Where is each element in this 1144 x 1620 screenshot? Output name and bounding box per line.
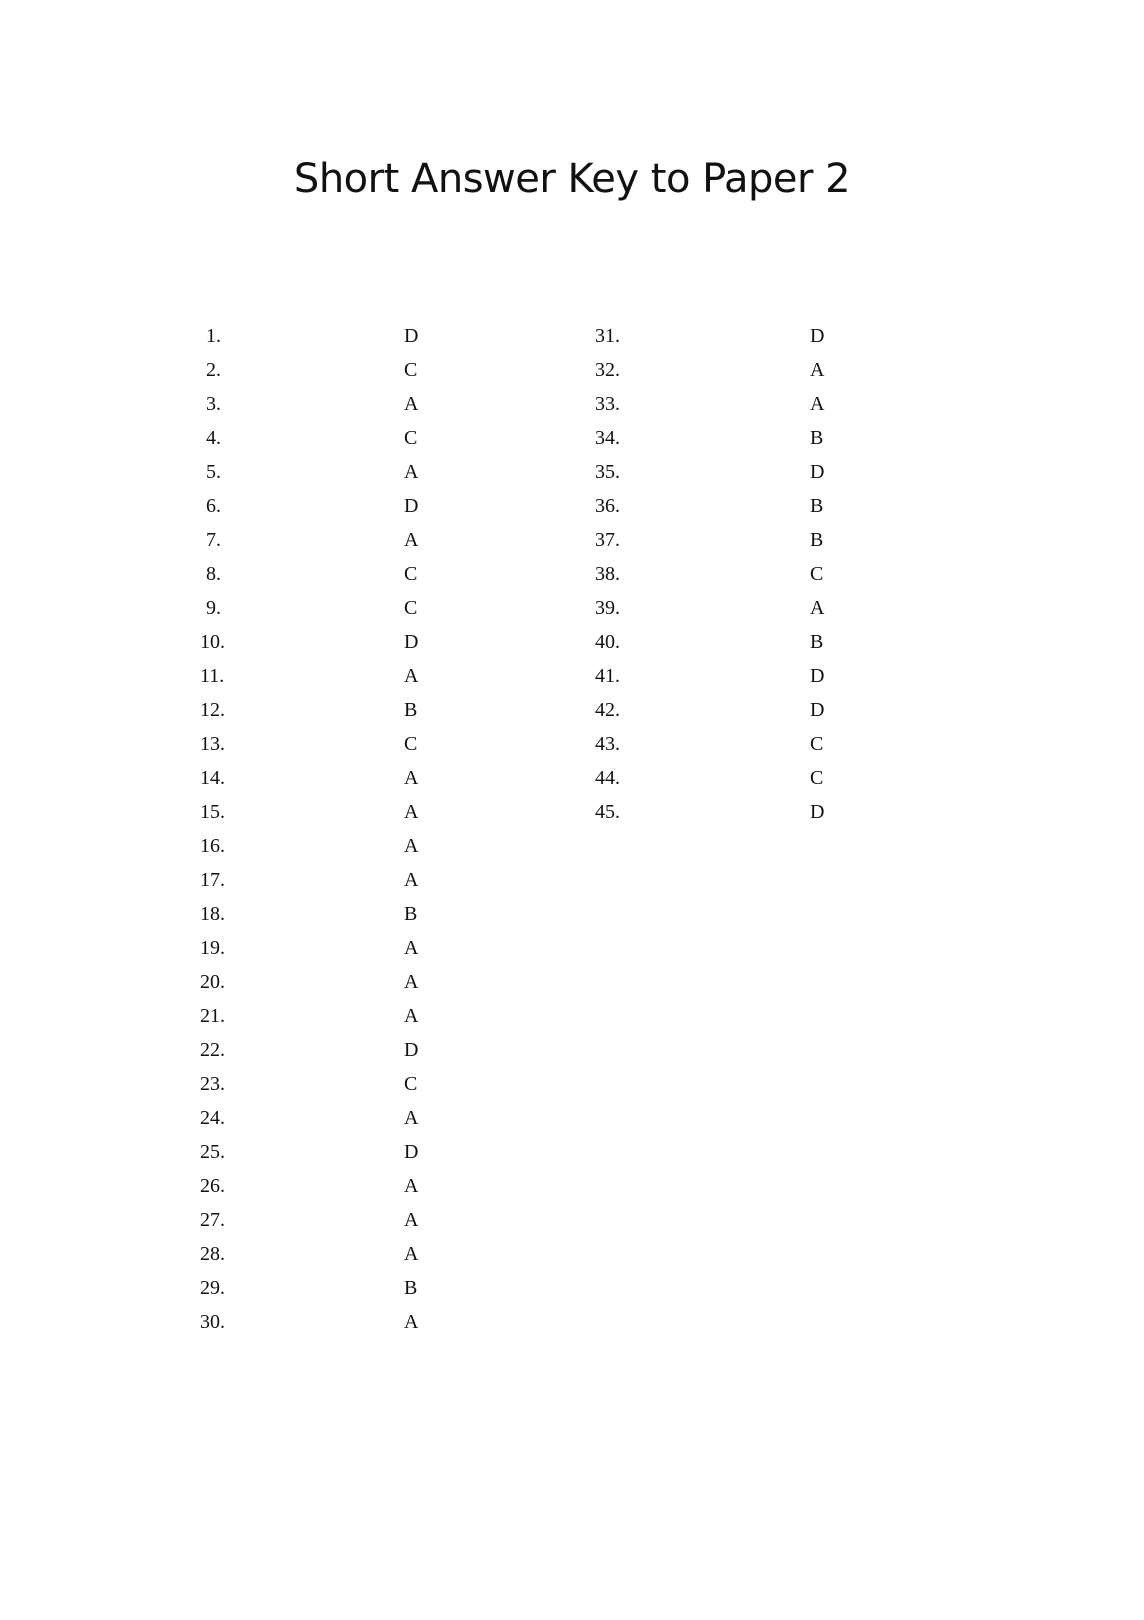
answer-letter: A	[810, 393, 825, 415]
question-number: 29.	[200, 1277, 225, 1299]
answer-letter: B	[810, 631, 824, 653]
question-number: 8.	[206, 563, 221, 585]
question-number: 14.	[200, 767, 225, 789]
answer-letter: A	[404, 767, 419, 789]
answer-letter: C	[404, 1073, 418, 1095]
answer-row	[0, 1073, 1144, 1107]
answer-row	[0, 393, 1144, 427]
answer-row	[0, 801, 1144, 835]
answer-letter: C	[404, 563, 418, 585]
answer-row	[0, 903, 1144, 937]
question-number: 26.	[200, 1175, 225, 1197]
answer-row	[0, 937, 1144, 971]
answer-letter: A	[404, 971, 419, 993]
question-number: 37.	[595, 529, 620, 551]
question-number: 36.	[595, 495, 620, 517]
question-number: 17.	[200, 869, 225, 891]
answer-letter: A	[404, 869, 419, 891]
question-number: 40.	[595, 631, 620, 653]
question-number: 33.	[595, 393, 620, 415]
question-number: 4.	[206, 427, 221, 449]
answer-letter: B	[404, 699, 418, 721]
answer-letter: A	[404, 1107, 419, 1129]
answer-row	[0, 971, 1144, 1005]
question-number: 27.	[200, 1209, 225, 1231]
answer-row	[0, 767, 1144, 801]
question-number: 35.	[595, 461, 620, 483]
answer-letter: C	[810, 563, 824, 585]
answer-letter: C	[810, 733, 824, 755]
answer-row	[0, 563, 1144, 597]
answer-letter: A	[404, 529, 419, 551]
question-number: 39.	[595, 597, 620, 619]
answer-row	[0, 597, 1144, 631]
question-number: 25.	[200, 1141, 225, 1163]
answer-letter: A	[404, 835, 419, 857]
answer-row	[0, 869, 1144, 903]
answer-row	[0, 325, 1144, 359]
answer-letter: A	[404, 393, 419, 415]
answer-row	[0, 1311, 1144, 1345]
question-number: 44.	[595, 767, 620, 789]
question-number: 7.	[206, 529, 221, 551]
answer-row	[0, 835, 1144, 869]
answer-letter: D	[810, 325, 825, 347]
answer-row	[0, 1243, 1144, 1277]
answer-letter: D	[404, 325, 419, 347]
answer-row	[0, 495, 1144, 529]
question-number: 38.	[595, 563, 620, 585]
question-number: 21.	[200, 1005, 225, 1027]
answer-row	[0, 359, 1144, 393]
answer-letter: A	[404, 801, 419, 823]
answer-letter: D	[810, 461, 825, 483]
question-number: 41.	[595, 665, 620, 687]
question-number: 24.	[200, 1107, 225, 1129]
question-number: 20.	[200, 971, 225, 993]
question-number: 28.	[200, 1243, 225, 1265]
question-number: 18.	[200, 903, 225, 925]
question-number: 32.	[595, 359, 620, 381]
answer-letter: D	[404, 1141, 419, 1163]
answer-letter: A	[810, 359, 825, 381]
answer-letter: A	[404, 1175, 419, 1197]
answer-row	[0, 1175, 1144, 1209]
answer-letter: C	[404, 597, 418, 619]
answer-row	[0, 1107, 1144, 1141]
answer-row	[0, 665, 1144, 699]
answer-letter: B	[404, 903, 418, 925]
question-number: 1.	[206, 325, 221, 347]
answer-letter: A	[404, 665, 419, 687]
answer-letter: D	[404, 631, 419, 653]
answer-row	[0, 1141, 1144, 1175]
question-number: 13.	[200, 733, 225, 755]
answer-letter: A	[404, 1005, 419, 1027]
answer-row	[0, 699, 1144, 733]
answer-letter: D	[810, 665, 825, 687]
question-number: 9.	[206, 597, 221, 619]
answer-column-right	[0, 325, 1144, 835]
answer-letter: A	[810, 597, 825, 619]
answer-row	[0, 733, 1144, 767]
answer-row	[0, 1039, 1144, 1073]
answer-letter: A	[404, 1311, 419, 1333]
answer-letter: A	[404, 461, 419, 483]
answer-letter: C	[404, 733, 418, 755]
question-number: 23.	[200, 1073, 225, 1095]
question-number: 45.	[595, 801, 620, 823]
answer-row	[0, 427, 1144, 461]
answer-row	[0, 529, 1144, 563]
answer-letter: D	[404, 495, 419, 517]
question-number: 11.	[200, 665, 225, 687]
question-number: 15.	[200, 801, 225, 823]
answer-letter: B	[404, 1277, 418, 1299]
answer-letter: C	[404, 359, 418, 381]
question-number: 2.	[206, 359, 221, 381]
page-title: Short Answer Key to Paper 2	[293, 156, 851, 202]
answer-row	[0, 631, 1144, 665]
answer-letter: B	[810, 427, 824, 449]
question-number: 5.	[206, 461, 221, 483]
question-number: 34.	[595, 427, 620, 449]
question-number: 6.	[206, 495, 221, 517]
answer-row	[0, 461, 1144, 495]
answer-letter: A	[404, 1243, 419, 1265]
answer-letter: D	[404, 1039, 419, 1061]
answer-row	[0, 1277, 1144, 1311]
question-number: 30.	[200, 1311, 225, 1333]
answer-letter: C	[810, 767, 824, 789]
answer-row	[0, 1005, 1144, 1039]
answer-row	[0, 1209, 1144, 1243]
answer-letter: D	[810, 699, 825, 721]
answer-letter: C	[404, 427, 418, 449]
question-number: 31.	[595, 325, 620, 347]
question-number: 19.	[200, 937, 225, 959]
question-number: 43.	[595, 733, 620, 755]
question-number: 3.	[206, 393, 221, 415]
answer-letter: B	[810, 495, 824, 517]
answer-letter: A	[404, 937, 419, 959]
answer-letter: D	[810, 801, 825, 823]
question-number: 42.	[595, 699, 620, 721]
question-number: 22.	[200, 1039, 225, 1061]
answer-letter: A	[404, 1209, 419, 1231]
answer-letter: B	[810, 529, 824, 551]
question-number: 16.	[200, 835, 225, 857]
question-number: 12.	[200, 699, 225, 721]
question-number: 10.	[200, 631, 225, 653]
